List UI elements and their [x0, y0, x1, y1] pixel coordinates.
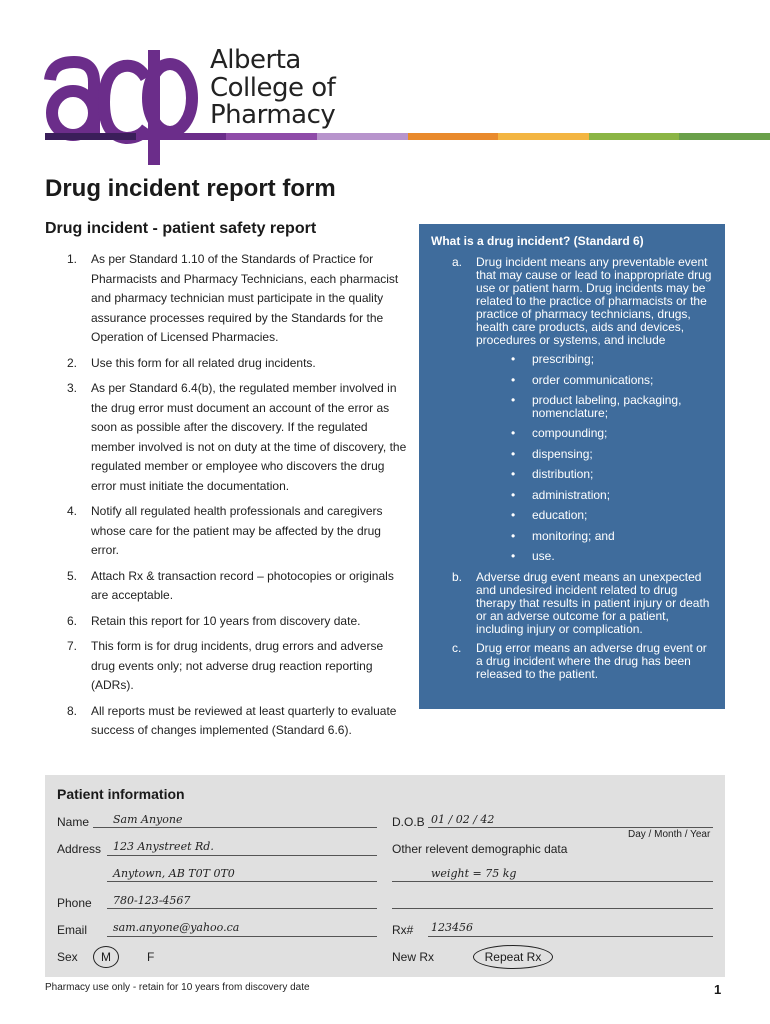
- phone-field[interactable]: [107, 908, 377, 909]
- color-bar-segment: [136, 133, 227, 140]
- repeat-rx-option[interactable]: Repeat Rx: [473, 945, 553, 969]
- rx-number-field[interactable]: [428, 936, 713, 937]
- demographic-value: weight = 75 kg: [431, 867, 517, 880]
- acp-logo-mark: [42, 40, 202, 165]
- rx-number-value: 123456: [431, 921, 473, 934]
- color-bar-segment: [45, 133, 136, 140]
- list-item: 2. Use this form for all related drug incidents.: [67, 355, 316, 370]
- address-label: Address: [57, 842, 102, 856]
- address-field-line-1[interactable]: [107, 855, 377, 856]
- sex-label: Sex: [57, 950, 78, 964]
- color-bar-segment: [589, 133, 680, 140]
- dob-label: D.O.B: [392, 815, 425, 829]
- list-item: 4. Notify all regulated health professionals and caregivers whose care for the patient may be affected by the drug error.: [67, 504, 383, 557]
- logo-text-line-3: Pharmacy: [210, 100, 336, 130]
- address-field-line-2[interactable]: [107, 881, 377, 882]
- list-item: 1. As per Standard 1.10 of the Standards of Practice for Pharmacists and Pharmacy Technicians, each pharmacist and pharmacy technician must participate in the quality assurance processes required by the Standards for the Operation of Licensed Pharmacies.: [67, 252, 399, 344]
- incident-categories-list: [431, 353, 713, 563]
- patient-info-title: Patient information: [57, 786, 185, 802]
- bullet-item: • dispensing;: [431, 448, 713, 461]
- email-label: Email: [57, 923, 88, 937]
- name-label: Name: [57, 815, 90, 829]
- dob-value: 01 / 02 / 42: [431, 813, 495, 826]
- bullet-item: • monitoring; and: [431, 530, 713, 543]
- demographic-field-line-2[interactable]: [392, 908, 713, 909]
- bullet-item: • order communications;: [431, 374, 713, 387]
- color-bar-segment: [226, 133, 317, 140]
- instructions-list: [45, 250, 410, 747]
- dob-field[interactable]: [428, 827, 713, 828]
- demographic-field-line-1[interactable]: [392, 881, 713, 882]
- color-bar-segment: [679, 133, 770, 140]
- demographic-label: Other relevent demographic data: [392, 842, 568, 856]
- patient-information-section: [45, 775, 725, 977]
- phone-value: 780-123-4567: [113, 894, 191, 907]
- dob-format-hint: Day / Month / Year: [628, 829, 711, 840]
- definition-box: [419, 224, 725, 709]
- bullet-item: • use.: [431, 550, 713, 563]
- address-line-2-value: Anytown, AB T0T 0T0: [113, 867, 235, 880]
- footer-note: Pharmacy use only - retain for 10 years from discovery date: [45, 982, 310, 993]
- email-field[interactable]: [107, 936, 377, 937]
- list-item: 5. Attach Rx & transaction record – photocopies or originals are acceptable.: [67, 568, 394, 602]
- definition-item-c: c. Drug error means an adverse drug event or a drug incident where the drug has been released to the patient.: [452, 640, 707, 681]
- definition-item-b: b. Adverse drug event means an unexpected and undesired incident related to drug therapy that results in patient injury or death or an adverse outcome for a patient, including injury or complication.: [452, 569, 710, 636]
- list-item: 8. All reports must be reviewed at least quarterly to evaluate success of changes implemented (Standard 6.6).: [67, 703, 397, 737]
- section-title: Drug incident - patient safety report: [45, 220, 317, 237]
- logo-text-line-1: Alberta: [210, 45, 301, 75]
- rx-number-label: Rx#: [392, 923, 414, 937]
- new-rx-option[interactable]: New Rx: [392, 950, 435, 964]
- brand-color-bar: [45, 133, 770, 140]
- logo-text-line-2: College of: [210, 73, 336, 103]
- sex-option-f[interactable]: F: [147, 950, 155, 964]
- email-value: sam.anyone@yahoo.ca: [113, 921, 240, 934]
- list-item: 6. Retain this report for 10 years from discovery date.: [67, 613, 361, 628]
- phone-label: Phone: [57, 896, 92, 910]
- bullet-item: • compounding;: [431, 427, 713, 440]
- name-field[interactable]: [93, 827, 377, 828]
- bullet-item: • education;: [431, 509, 713, 522]
- list-item: 7. This form is for drug incidents, drug errors and adverse drug events only; not adverse drug reaction reporting (ADRs).: [67, 639, 384, 692]
- page-number: 1: [714, 982, 722, 997]
- name-value: Sam Anyone: [113, 813, 183, 826]
- definition-item-a: a. Drug incident means any preventable event that may cause or lead to inappropriate drug use or patient harm. Drug incidents may be related to the practice of pharmacists or the practice of pharmacy technicians, drugs, health care products, aids and devices, procedures or systems, and include: [452, 255, 712, 347]
- bullet-item: • distribution;: [431, 468, 713, 481]
- definition-title: What is a drug incident? (Standard 6): [431, 234, 644, 248]
- color-bar-segment: [408, 133, 499, 140]
- address-line-1-value: 123 Anystreet Rd.: [113, 840, 214, 853]
- bullet-item: • administration;: [431, 489, 713, 502]
- bullet-item: • prescribing;: [431, 353, 713, 366]
- bullet-item: • product labeling, packaging, nomenclature;: [431, 394, 713, 419]
- color-bar-segment: [317, 133, 408, 140]
- color-bar-segment: [498, 133, 589, 140]
- sex-option-m[interactable]: M: [93, 946, 119, 968]
- list-item: 3. As per Standard 6.4(b), the regulated member involved in the drug error must document an account of the error as soon as possible after the discovery. If the regulated member involved is not on duty at the time of discovery, the regulated member or employee who discovers the drug error must initiate the documentation.: [67, 381, 407, 493]
- page-title: Drug incident report form: [45, 175, 336, 202]
